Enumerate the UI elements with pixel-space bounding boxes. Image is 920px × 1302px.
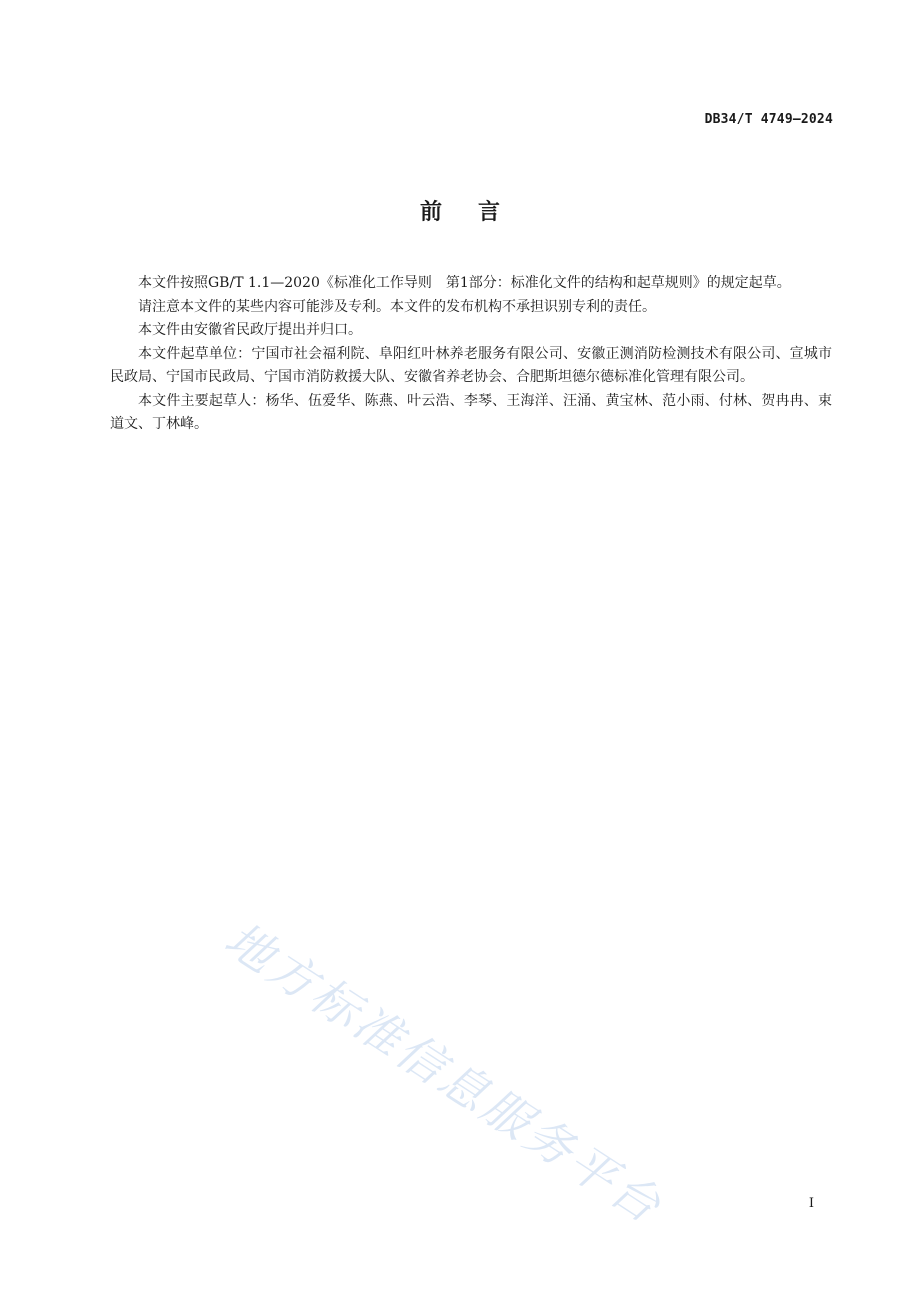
page-title: 前言 [419, 200, 536, 225]
watermark: 地方标准信息服务平台 [214, 911, 673, 1236]
paragraph-proposer: 本文件由安徽省民政厅提出并归口。 [138, 322, 362, 338]
document-code: DB34/T 4749—2024 [704, 112, 833, 127]
paragraph-drafting-rules: 本文件按照GB/T 1.1—2020《标准化工作导则 第1部分：标准化文件的结构和起草规则》的规定起草。 [138, 275, 791, 291]
preface-body [110, 272, 832, 437]
paragraph-drafting-units: 本文件起草单位：宁国市社会福利院、阜阳红叶林养老服务有限公司、安徽正测消防检测技术有限公司、宣城市民政局、宁国市民政局、宁国市消防救援大队、安徽省养老协会、合肥斯坦德尔德标准化管理有限公司。 [110, 345, 832, 385]
page-number: I [808, 1196, 814, 1211]
paragraph-patent-notice: 请注意本文件的某些内容可能涉及专利。本文件的发布机构不承担识别专利的责任。 [138, 298, 656, 315]
paragraph-drafters: 本文件主要起草人：杨华、伍爱华、陈燕、叶云浩、李琴、王海洋、汪涌、黄宝林、范小雨、付林、贺冉冉、束道文、丁林峰。 [110, 392, 832, 432]
